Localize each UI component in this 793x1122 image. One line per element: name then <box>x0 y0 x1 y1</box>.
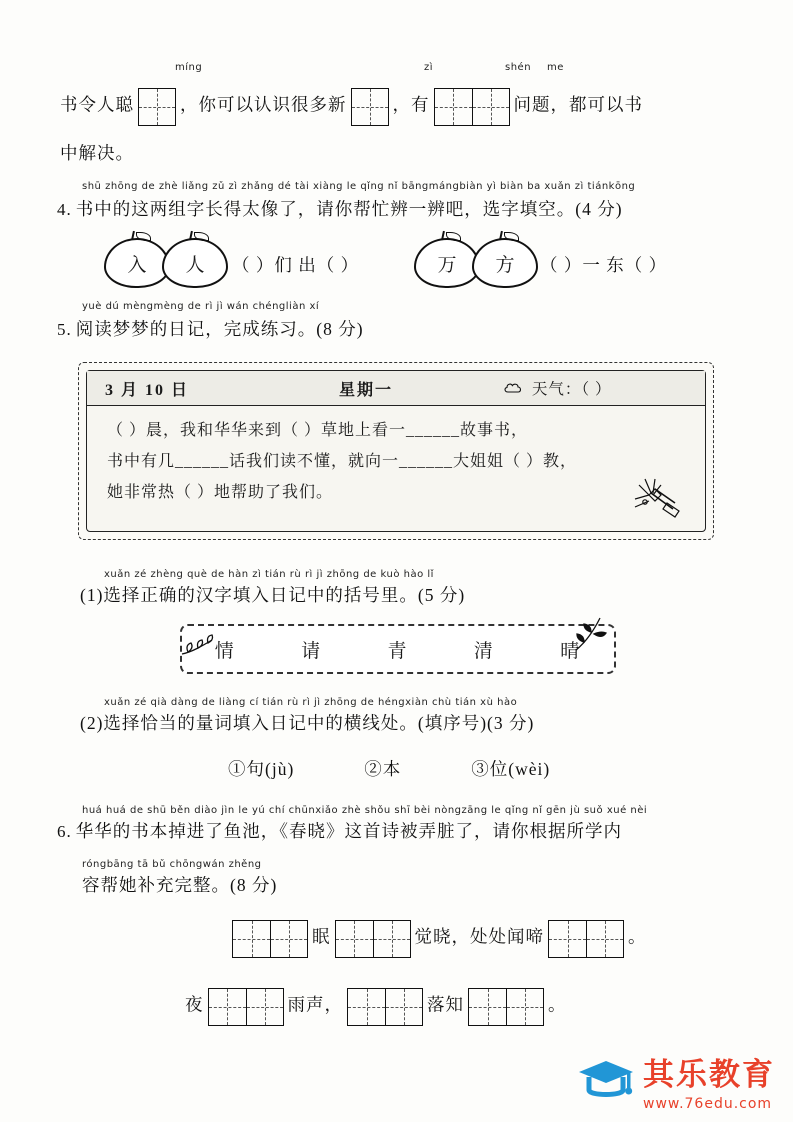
apple-pair-ru-ren <box>104 238 228 288</box>
q5-pinyin: yuè dú mèngmèng de rì jì wán chéngliàn xí <box>82 301 320 312</box>
poem-char-mian: 眠 <box>312 926 331 947</box>
diary-card <box>78 362 714 540</box>
diary-body <box>107 415 691 508</box>
apple-stem-icon <box>441 231 445 240</box>
word-qing-1[interactable]: 情 <box>214 640 236 662</box>
answer-box[interactable] <box>208 988 246 1026</box>
word-qing-4[interactable]: 清 <box>473 640 495 662</box>
diary-weather[interactable] <box>503 377 612 399</box>
pinyin-me: me <box>547 62 564 73</box>
logo-text <box>643 1049 775 1112</box>
apple-pair-wan-fang <box>414 238 538 288</box>
answer-box[interactable] <box>246 988 284 1026</box>
diary-date: 3 月 10 日 <box>105 381 190 399</box>
leaf-right-icon <box>570 616 616 662</box>
word-qing-2[interactable]: 请 <box>301 640 323 662</box>
graduation-cap-icon <box>577 1055 635 1107</box>
cloud-icon <box>503 380 523 399</box>
poem-period-1: 。 <box>628 926 647 947</box>
answer-box-pair[interactable] <box>335 920 411 958</box>
word-choice-banner <box>180 624 616 674</box>
pinyin-shen: shén <box>505 62 532 73</box>
q4-blank-line-1[interactable]: （ ）们 出（ ） <box>232 255 360 275</box>
option-2[interactable]: ②本 <box>364 759 402 779</box>
diary-weather-label: 天气：（ ） <box>531 381 612 398</box>
apple-leaf-icon <box>504 232 519 241</box>
answer-box[interactable] <box>232 920 270 958</box>
q4-pinyin: shū zhōng de zhè liǎng zǔ zì zhǎng dé tài xiàng le qǐng nǐ bāngmángbiàn yì biàn ba xuǎn zì tiánkōng <box>82 181 636 192</box>
answer-box-pair[interactable] <box>232 920 308 958</box>
option-1[interactable]: ①句(jù) <box>228 759 295 779</box>
poem-line-2 <box>185 988 567 1026</box>
apple-char: 万 <box>437 254 457 276</box>
sentence-line-2: 中解决。 <box>60 143 134 163</box>
q4-prompt <box>57 196 623 221</box>
diary-header <box>87 371 705 406</box>
site-logo <box>577 1049 775 1112</box>
apple-icon <box>162 238 228 288</box>
apple-stem-icon <box>189 231 193 240</box>
q5-prompt <box>57 316 364 341</box>
answer-box-pair[interactable] <box>468 988 544 1026</box>
poem-text-mid: 雨声， <box>287 994 343 1015</box>
pinyin-ming: míng <box>175 62 203 73</box>
sentence-part-b: ，你可以认识很多新 <box>180 94 347 115</box>
answer-box[interactable] <box>434 88 472 126</box>
answer-box-pair[interactable] <box>434 88 510 126</box>
sentence-part-d: 问题，都可以书 <box>513 94 643 115</box>
poem-text-tail-2: 落知 <box>427 994 464 1015</box>
q6-pinyin-2: róngbāng tā bǔ chōngwán zhěng <box>82 859 262 870</box>
answer-box[interactable] <box>351 88 389 126</box>
apple-char: 人 <box>185 254 205 276</box>
q5-sub2-options <box>228 756 550 781</box>
apple-stem-icon <box>131 231 135 240</box>
poem-period-2: 。 <box>548 994 567 1015</box>
q6-pinyin-1: huá huá de shū běn diào jìn le yú chí chūnxiǎo zhè shǒu shī bèi nòngzāng le qǐng nǐ gēn jù suǒ xué nèi <box>82 805 648 816</box>
diary-line-2[interactable]: 书中有几______话我们读不懂，就向一______大姐姐（ ）教， <box>107 453 578 470</box>
q4-apple-group-1 <box>104 238 228 288</box>
apple-icon <box>414 238 480 288</box>
word-qing-3[interactable]: 青 <box>387 640 409 662</box>
apple-char: 入 <box>127 254 147 276</box>
logo-name: 其乐教育 <box>643 1057 775 1092</box>
answer-box[interactable] <box>138 88 176 126</box>
leaf-left-icon <box>178 632 222 670</box>
diary-weekday: 星期一 <box>339 381 394 399</box>
answer-box[interactable] <box>385 988 423 1026</box>
diary-line-3[interactable]: 她非常热（ ）地帮助了我们。 <box>107 484 334 501</box>
apple-leaf-icon <box>446 232 461 241</box>
q6-line-2: 容帮她补充完整。(8 分) <box>82 875 278 895</box>
answer-box[interactable] <box>586 920 624 958</box>
q4-blank-line-2[interactable]: （ ）一 东（ ） <box>540 255 668 275</box>
apple-leaf-icon <box>194 232 209 241</box>
q5-sub1-pinyin: xuǎn zé zhèng què de hàn zì tián rù rì jì zhōng de kuò hào lǐ <box>104 569 434 580</box>
q4-text: 书中的这两组字长得太像了，请你帮忙辨一辨吧，选字填空。(4 分) <box>75 199 623 219</box>
q4-apple-group-2 <box>414 238 538 288</box>
logo-url: www.76edu.com <box>643 1096 773 1112</box>
q5-sub1-text: (1)选择正确的汉字填入日记中的括号里。(5 分) <box>80 585 466 605</box>
diary-line-1[interactable]: （ ）晨，我和华华来到（ ）草地上看一______故事书， <box>107 422 529 439</box>
poem-line-1 <box>232 920 647 958</box>
flower-doodle-icon <box>615 469 687 525</box>
answer-box[interactable] <box>506 988 544 1026</box>
poem-char-ye: 夜 <box>185 994 204 1015</box>
option-3[interactable]: ③位(wèi) <box>471 759 551 779</box>
sentence-part-a: 书令人聪 <box>60 94 134 115</box>
q5-text: 阅读梦梦的日记，完成练习。(8 分) <box>75 319 364 339</box>
answer-box[interactable] <box>468 988 506 1026</box>
answer-box-pair[interactable] <box>208 988 284 1026</box>
apple-leaf-icon <box>136 232 151 241</box>
q4-number: 4. <box>57 200 72 219</box>
sentence-part-c: ，有 <box>392 94 430 115</box>
apple-icon <box>472 238 538 288</box>
answer-box[interactable] <box>347 988 385 1026</box>
answer-box[interactable] <box>270 920 308 958</box>
answer-box[interactable] <box>548 920 586 958</box>
word-qing-5[interactable]: 晴 <box>560 640 582 662</box>
answer-box[interactable] <box>472 88 510 126</box>
q6-line-1: 6. 华华的书本掉进了鱼池，《春晓》这首诗被弄脏了，请你根据所学内 <box>57 821 622 841</box>
apple-stem-icon <box>499 231 503 240</box>
q5-sub2-text: (2)选择恰当的量词填入日记中的横线处。(填序号)(3 分) <box>80 713 535 733</box>
apple-icon <box>104 238 170 288</box>
apple-char: 方 <box>495 254 515 276</box>
answer-box[interactable] <box>335 920 373 958</box>
answer-box[interactable] <box>373 920 411 958</box>
q5-sub2-pinyin: xuǎn zé qià dàng de liàng cí tián rù rì jì zhōng de héngxiàn chù tián xù hào <box>104 697 518 708</box>
pinyin-zi: zì <box>424 62 434 73</box>
answer-box-pair[interactable] <box>347 988 423 1026</box>
poem-text-tail: 觉晓，处处闻啼 <box>414 926 544 947</box>
diary-inner <box>86 370 706 532</box>
q6-number: 6. <box>57 822 72 841</box>
q5-number: 5. <box>57 320 72 339</box>
answer-box-pair[interactable] <box>548 920 624 958</box>
sentence-line-1 <box>60 88 643 126</box>
